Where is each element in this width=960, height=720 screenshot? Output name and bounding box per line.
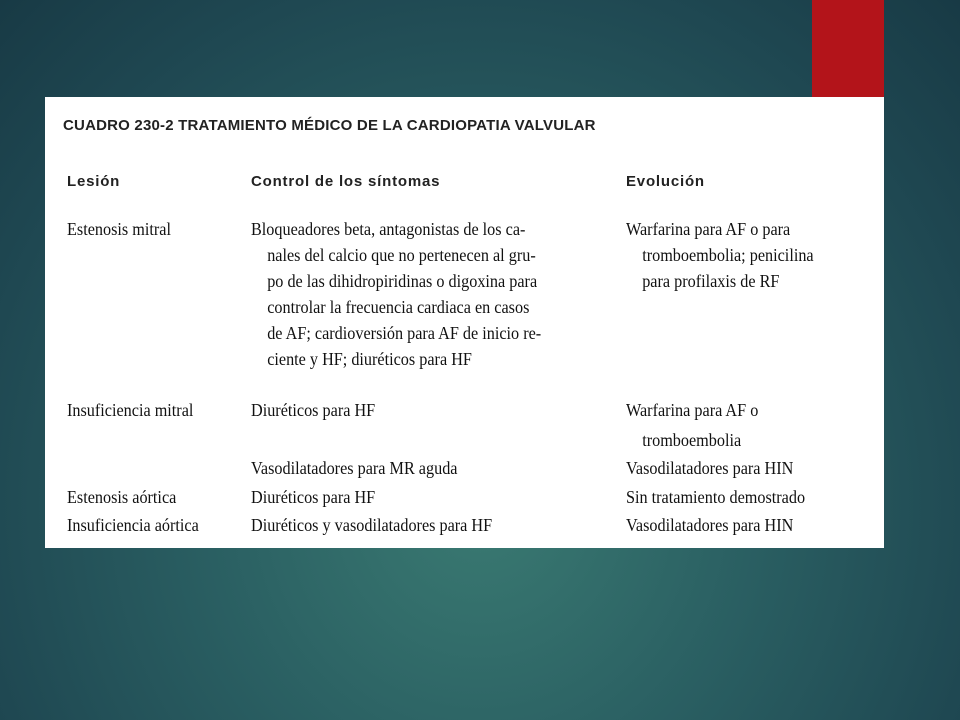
control-line: ciente y HF; diuréticos para HF	[267, 349, 472, 369]
control-line: Vasodilatadores para MR aguda	[251, 458, 458, 478]
column-header-lesion: Lesión	[67, 173, 121, 190]
table-row-evolucion	[626, 216, 814, 294]
evolucion-line: Vasodilatadores para HIN	[626, 458, 794, 478]
table-row-lesion: Insuficiencia aórtica	[67, 515, 199, 535]
evolucion-line: para profilaxis de RF	[642, 271, 780, 291]
table-row-evolucion	[626, 512, 793, 538]
table-row-lesion: Estenosis aórtica	[67, 487, 177, 507]
table-row-evolucion	[626, 455, 793, 481]
control-line: Diuréticos y vasodilatadores para HF	[251, 515, 493, 535]
table-row-control	[251, 397, 375, 423]
table-row-control	[251, 484, 375, 510]
evolucion-line: Vasodilatadores para HIN	[626, 515, 794, 535]
evolucion-line: Warfarina para AF o	[626, 400, 759, 420]
column-header-control: Control de los síntomas	[251, 173, 441, 190]
table-title: CUADRO 230-2 TRATAMIENTO MÉDICO DE LA CARDIOPATIA VALVULAR	[63, 117, 596, 134]
control-line: po de las dihidropiridinas o digoxina para	[267, 271, 538, 291]
evolucion-line: Warfarina para AF o para	[626, 219, 791, 239]
column-header-evolucion: Evolución	[626, 173, 705, 190]
control-line: Diuréticos para HF	[251, 400, 376, 420]
control-line: nales del calcio que no pertenecen al gru-	[267, 245, 536, 265]
table-row-lesion: Insuficiencia mitral	[67, 400, 194, 420]
evolucion-line: Sin tratamiento demostrado	[626, 487, 806, 507]
table-row-evolucion	[626, 397, 758, 453]
evolucion-line: tromboembolia; penicilina	[642, 245, 814, 265]
control-line: Diuréticos para HF	[251, 487, 376, 507]
table-row-control	[251, 512, 492, 538]
table-row-lesion: Estenosis mitral	[67, 219, 171, 239]
control-line: controlar la frecuencia cardiaca en casos	[267, 297, 530, 317]
table-row-evolucion	[626, 484, 805, 510]
table-row-control	[251, 216, 541, 372]
control-line: de AF; cardioversión para AF de inicio re-	[267, 323, 542, 343]
table-row-control	[251, 455, 457, 481]
control-line: Bloqueadores beta, antagonistas de los ca-	[251, 219, 526, 239]
evolucion-line: tromboembolia	[642, 430, 742, 450]
table-card	[45, 97, 884, 548]
